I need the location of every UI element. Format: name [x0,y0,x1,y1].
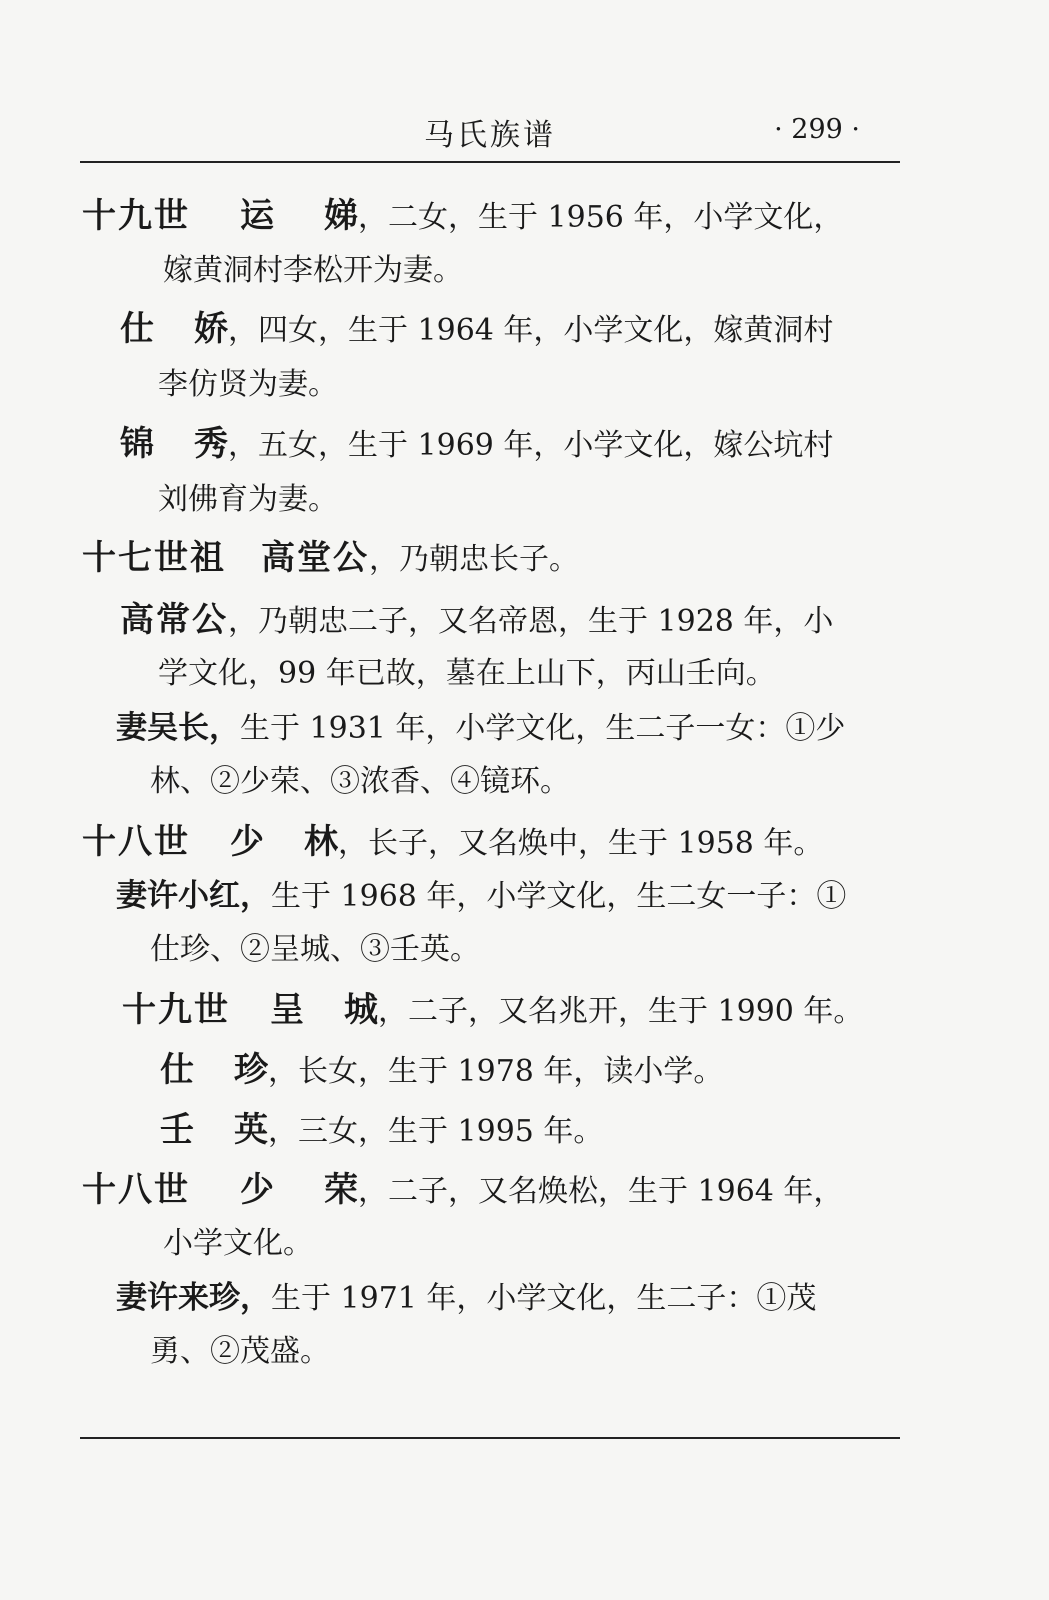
person-name: 仕 [120,309,154,349]
entry-description: 生于 1931 年，小学文化，生二子一女：①少 [240,711,846,746]
entry-description: ，三女，生于 1995 年。 [268,1114,604,1149]
entry-line [160,1050,723,1092]
entry-description: ，乃朝忠二子，又名帝恩，生于 1928 年，小 [228,604,834,639]
person-name: 运 [240,196,274,236]
entry-description: 生于 1971 年，小学文化，生二子：①茂 [271,1281,817,1316]
entry-line [120,600,833,642]
entry-description: ，二女，生于 1956 年，小学文化， [358,200,844,235]
entry-continuation: 林、②少荣、③浓香、④镜环。 [150,764,570,799]
entry-line [122,990,863,1032]
person-name: 高常公 [120,600,228,640]
entry-description: 生于 1968 年，小学文化，生二女一子：① [271,879,847,914]
spouse-name: 妻许小红， [116,878,271,914]
person-name: 珍 [234,1050,268,1090]
entry-continuation: 勇、②茂盛。 [150,1334,330,1369]
entry-description: ，二子，又名兆开，生于 1990 年。 [378,994,864,1029]
entry-description: ，二子，又名焕松，生于 1964 年， [358,1174,844,1209]
generation-label: 十七世祖 [82,538,226,578]
person-name: 少 [230,822,264,862]
generation-label: 十九世 [122,990,230,1030]
entry-description: ，四女，生于 1964 年，小学文化，嫁黄洞村 [228,313,834,348]
entry-continuation: 刘佛育为妻。 [158,482,338,517]
person-name: 高堂公 [261,538,369,578]
entry-line [160,1110,603,1152]
person-name: 荣 [324,1170,358,1210]
header-rule [80,161,900,163]
person-name: 城 [344,990,378,1030]
entry-line [116,1278,816,1319]
person-name: 锦 [120,424,154,464]
generation-label: 十九世 [82,196,190,236]
person-name: 英 [234,1110,268,1150]
entry-continuation: 学文化，99 年已故，墓在上山下，丙山壬向。 [158,656,776,691]
footer-rule [80,1437,900,1439]
entry-continuation: 小学文化。 [163,1226,313,1261]
person-name: 娣 [324,196,358,236]
entry-line [82,196,843,238]
person-name: 秀 [194,424,228,464]
person-name: 少 [240,1170,274,1210]
entry-line [82,538,579,580]
person-name: 林 [304,822,338,862]
spouse-name: 妻吴长， [116,710,240,746]
entry-line [116,708,845,749]
entry-description: ，长子，又名焕中，生于 1958 年。 [338,826,824,861]
entry-line [120,309,833,351]
person-name: 娇 [194,309,228,349]
entry-line [82,822,823,864]
page-number: · 299 · [774,114,860,145]
entry-line [82,1170,843,1212]
generation-label: 十八世 [82,1170,190,1210]
entry-line [116,876,846,917]
entry-description: ，五女，生于 1969 年，小学文化，嫁公坑村 [228,428,834,463]
generation-label: 十八世 [82,822,190,862]
page-header [80,108,900,158]
book-title: 马氏族谱 [424,118,556,153]
entry-line [120,424,833,466]
person-name: 壬 [160,1110,194,1150]
entry-continuation: 仕珍、②呈城、③壬英。 [150,932,480,967]
person-name: 呈 [270,990,304,1030]
entry-continuation: 嫁黄洞村李松开为妻。 [163,253,463,288]
entry-description: ，乃朝忠长子。 [369,542,579,577]
entry-description: ，长女，生于 1978 年，读小学。 [268,1054,724,1089]
entry-continuation: 李仿贤为妻。 [158,367,338,402]
spouse-name: 妻许来珍， [116,1280,271,1316]
person-name: 仕 [160,1050,194,1090]
